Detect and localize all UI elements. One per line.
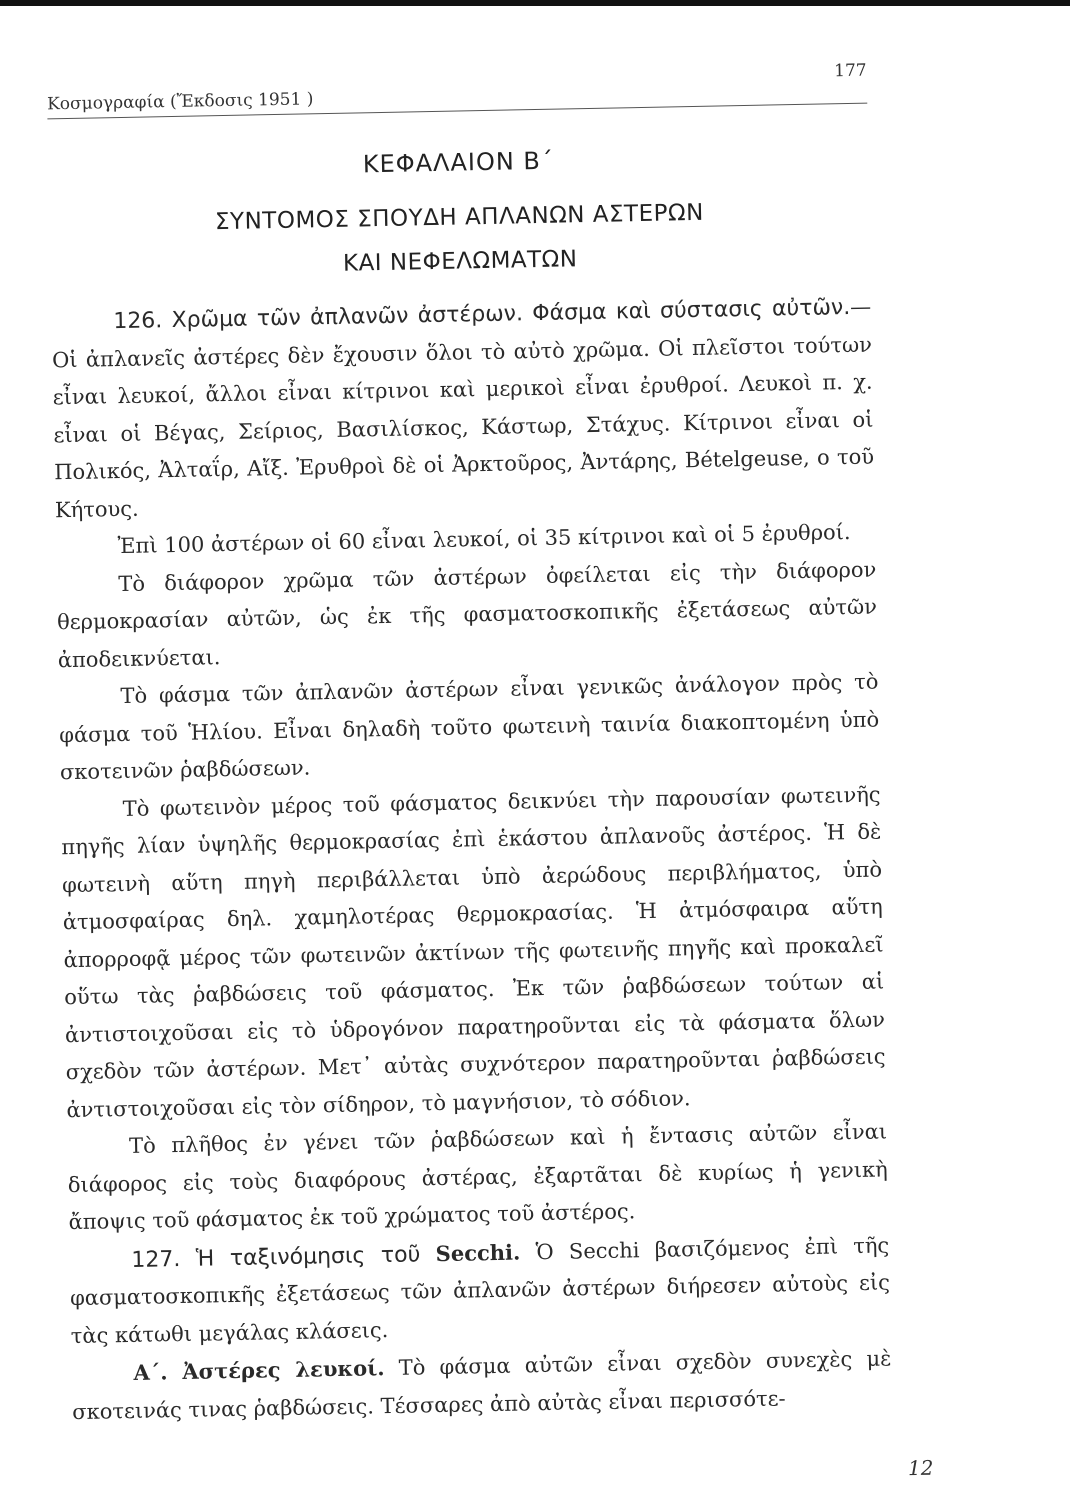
paragraph-star-ratio: Ἐπὶ 100 ἀστέρων οἱ 60 εἶναι λευκοί, οἱ 35 κίτρινοι καὶ οἱ 5 ἐρυθροί. — [117, 520, 851, 559]
book-page — [46, 52, 933, 1488]
paragraph-line-intensity: Τὸ πλῆθος ἐν γένει τῶν ῥαβδώσεων καὶ ἡ ἔντασις αὐτῶν εἶναι διάφορος εἰς τοὺς διαφόρους ἀστέρας, ἐξαρτᾶται δὲ κυρίως ἡ γενικὴ ἄποψις τοῦ φάσματος ἐκ τοῦ χρώματος τοῦ ἀστέρος. — [67, 1119, 888, 1235]
chapter-title — [49, 188, 871, 292]
running-title: Κοσμογραφία (Ἔκδοσις 1951 ) — [46, 89, 314, 115]
chapter-title-line-1: ΣΥΝΤΟΜΟΣ ΣΠΟΥΔΗ ΑΠΛΑΝΩΝ ΑΣΤΕΡΩΝ — [214, 199, 705, 236]
section-127-heading: 127. Ἡ ταξινόμησις τοῦ — [131, 1241, 421, 1273]
class-a-text: Τὸ φάσμα αὐτῶν εἶναι σχεδὸν συνεχὲς μὲ σκοτεινάς τινας ῥαβδώσεις. Τέσσαρες ἀπὸ αὐτὰς εἶναι περισσότε- — [72, 1346, 892, 1424]
chapter-title-line-2: ΚΑΙ ΝΕΦΕΛΩΜΑΤΩΝ — [342, 246, 578, 277]
section-126-paragraph — [51, 289, 875, 530]
class-a-paragraph — [71, 1339, 892, 1431]
section-126-heading: 126. Χρῶμα τῶν ἀπλανῶν ἀστέρων. Φάσμα καὶ σύστασις αὐτῶν. — [113, 295, 851, 335]
page-header — [46, 53, 867, 117]
signature-mark: 12 — [907, 1455, 934, 1481]
section-127-text: Ὁ Secchi βασιζόμενος ἐπὶ τῆς φασματοσκοπικῆς ἐξετάσεως τῶν ἀπλανῶν ἀστέρων διήρεσεν αὐτοὺς εἰς τὰς κάτωθι μεγάλας κλάσεις. — [69, 1232, 891, 1348]
page-number: 177 — [834, 60, 867, 82]
class-a-heading: Α΄. Ἀστέρες λευκοί. — [133, 1355, 385, 1385]
paragraph-spectrum-sun: Τὸ φάσμα τῶν ἀπλανῶν ἀστέρων εἶναι γενικῶς ἀνάλογον πρὸς τὸ φάσμα τοῦ Ἡλίου. Εἶναι δηλαδὴ τοῦτο φωτεινὴ ταινία διακοπτομένη ὑπὸ σκοτεινῶν ῥαβδώσεων. — [59, 669, 880, 785]
section-127-heading-name: Secchi. — [435, 1239, 521, 1266]
section-126-intro: —Οἱ ἀπλανεῖς ἀστέρες δὲν ἔχουσιν ὅλοι τὸ αὐτὸ χρῶμα. Οἱ πλεῖστοι τούτων εἶναι λευκοί, ἄλλοι εἶναι κίτρινοι καὶ μερικοὶ εἶναι ἐρυθροί. Λευκοὶ π. χ. εἶναι οἱ Βέγας, Σείριος, Βασιλίσκος, Κάστωρ, Στάχυς. Κίτρινοι εἶναι οἱ Πολικός, Ἀλταΐρ, Αἴξ. Ἐρυθροὶ δὲ οἱ Ἀρκτοῦρος, Ἀντάρης, Bételgeuse, ο τοῦ Κήτους. — [51, 294, 875, 522]
paragraph-spectrum-lines: Τὸ φωτεινὸν μέρος τοῦ φάσματος δεικνύει τὴν παρουσίαν φωτεινῆς πηγῆς λίαν ὑψηλῆς θερμοκρασίας ἐπὶ ἑκάστου ἀπλανοῦς ἀστέρος. Ἡ δὲ φωτεινὴ αὕτη πηγὴ περιβάλλεται ὑπὸ ἀερώδους περιβλήματος, ὑπὸ ἀτμοσφαίρας δηλ. χαμηλοτέρας θερμοκρασίας. Ἡ ἀτμόσφαιρα αὕτη ἀπορροφᾷ μέρος τῶν φωτεινῶν ἀκτίνων τῆς φωτεινῆς πηγῆς καὶ προκαλεῖ οὕτω τὰς ῥαβδώσεις τοῦ φάσματος. Ἐκ τῶν ῥαβδώσεων τούτων αἱ ἀντιστοιχοῦσαι εἰς τὸ ὑδρογόνον παρατηροῦνται εἰς τὰ φάσματα ὅλων σχεδὸν τῶν ἀστέρων. Μετ᾽ αὐτὰς συχνότερον παρατηροῦνται ῥαβδώσεις ἀντιστοιχοῦσαι εἰς τὸν σίδηρον, τὸ μαγνήσιον, τὸ σόδιον. — [61, 782, 886, 1122]
chapter-label: ΚΕΦΑΛΑΙΟΝ Β΄ — [362, 146, 555, 179]
body-text — [51, 289, 892, 1432]
scan-edge-bar — [0, 0, 1070, 6]
paragraph-color-temperature: Τὸ διάφορον χρῶμα τῶν ἀστέρων ὀφείλεται εἰς τὴν διάφορον θερμοκρασίαν αὐτῶν, ὡς ἐκ τῆς φασματοσκοπικῆς ἐξετάσεως αὐτῶν ἀποδεικνύεται. — [56, 557, 878, 672]
section-127-paragraph — [69, 1226, 891, 1355]
